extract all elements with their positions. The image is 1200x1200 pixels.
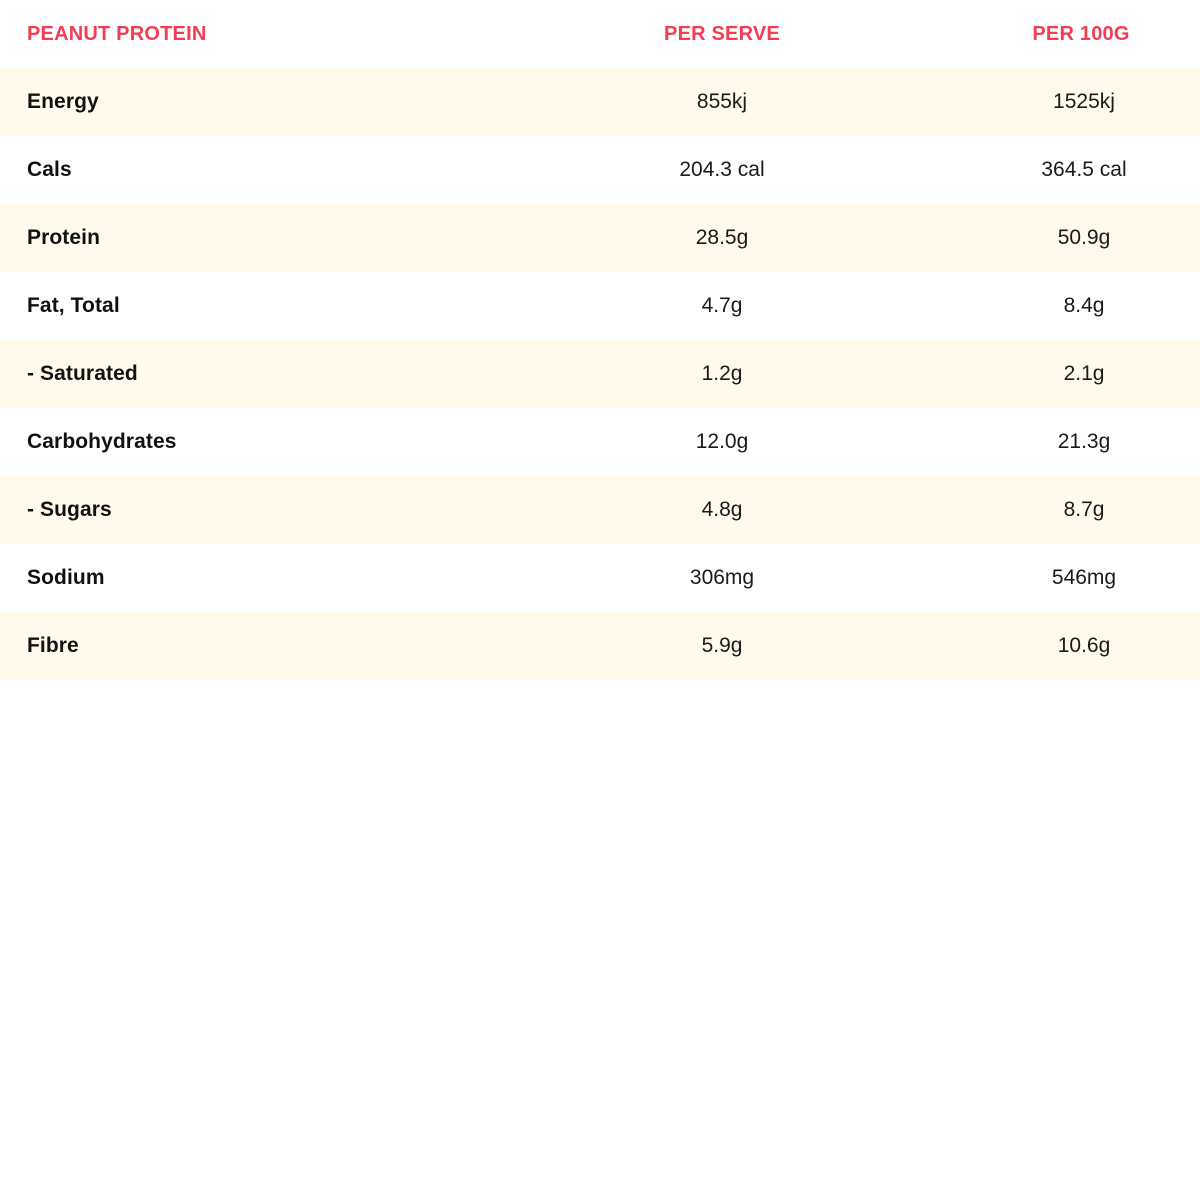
per-100g-value: 1525kj — [1053, 90, 1115, 113]
table-row-energy — [0, 68, 1200, 136]
per-100g-value: 546mg — [1051, 566, 1117, 589]
nutrient-label: Cals — [27, 158, 72, 181]
per-100g-value: 50.9g — [1057, 226, 1111, 249]
table-row-sugars — [0, 476, 1200, 544]
table-row-saturated — [0, 340, 1200, 408]
table-header-row — [0, 0, 1200, 68]
per-serve-value: 4.8g — [701, 498, 743, 521]
per-100g-value: 8.4g — [1063, 294, 1105, 317]
nutrient-label: Energy — [27, 90, 99, 113]
nutrient-label: Sodium — [27, 566, 105, 589]
table-row-sodium — [0, 544, 1200, 612]
nutrient-label: Carbohydrates — [27, 430, 177, 453]
table-row-fat-total — [0, 272, 1200, 340]
table-row-protein — [0, 204, 1200, 272]
table-row-cals — [0, 136, 1200, 204]
per-serve-value: 28.5g — [695, 226, 749, 249]
per-serve-value: 306mg — [689, 566, 755, 589]
per-100g-value: 10.6g — [1057, 634, 1111, 657]
header-per-serve: PER SERVE — [664, 22, 780, 45]
per-serve-value: 204.3 cal — [679, 158, 765, 181]
nutrient-label: Fat, Total — [27, 294, 120, 317]
per-100g-value: 364.5 cal — [1041, 158, 1127, 181]
per-serve-value: 4.7g — [701, 294, 743, 317]
per-serve-value: 1.2g — [701, 362, 743, 385]
per-serve-value: 12.0g — [695, 430, 749, 453]
table-body — [0, 68, 1200, 680]
nutrient-label: Protein — [27, 226, 101, 249]
per-serve-value: 855kj — [696, 90, 748, 113]
table-row-fibre — [0, 612, 1200, 680]
per-100g-value: 2.1g — [1063, 362, 1105, 385]
nutrient-label: - Sugars — [27, 498, 112, 521]
table-row-carbohydrates — [0, 408, 1200, 476]
nutrient-label: - Saturated — [27, 362, 138, 385]
header-per-100g: PER 100G — [1032, 22, 1130, 45]
per-100g-value: 8.7g — [1063, 498, 1105, 521]
per-100g-value: 21.3g — [1057, 430, 1111, 453]
per-serve-value: 5.9g — [701, 634, 743, 657]
nutrient-label: Fibre — [27, 634, 79, 657]
header-product-name: PEANUT PROTEIN — [27, 22, 207, 45]
